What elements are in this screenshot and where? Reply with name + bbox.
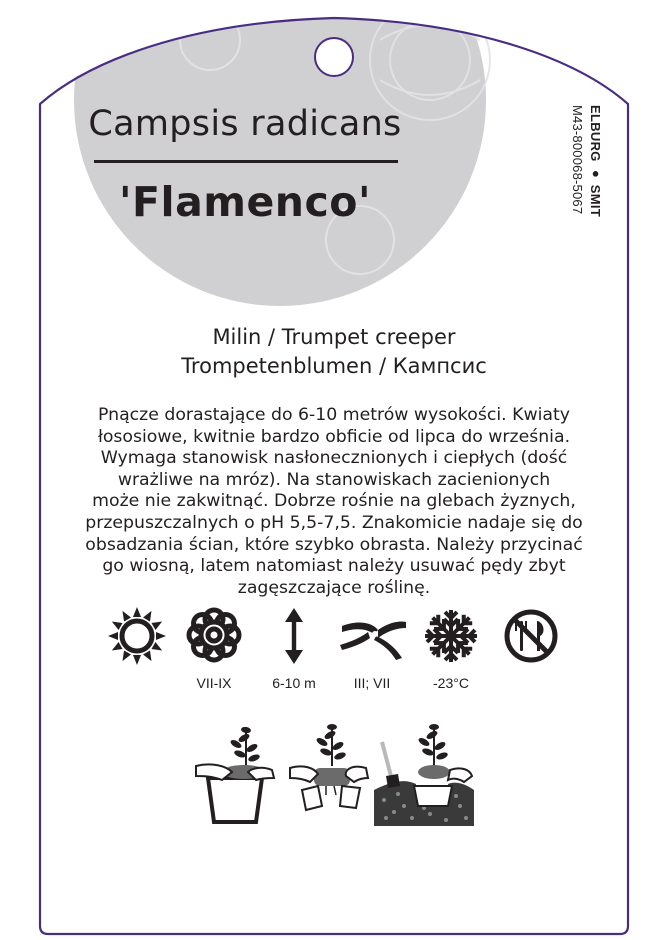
brand-name: ELBURG ● SMIT bbox=[588, 105, 603, 218]
common-names-line-2: Trompetenblumen / Кампсис bbox=[181, 354, 487, 378]
description-line: go wiosną, latem natomiast należy usuwać pędy zbyt bbox=[102, 556, 566, 577]
cultivar-name: 'Flamenco' bbox=[118, 178, 372, 226]
description-line: wrażliwe na mróz). Na stanowiskach zacienionych bbox=[117, 469, 551, 490]
not-edible-icon bbox=[507, 612, 555, 660]
flower-icon bbox=[189, 610, 239, 660]
description-line: łososiowe, kwitnie bardzo obficie od lipca do września. bbox=[97, 426, 571, 447]
hang-hole bbox=[315, 38, 353, 76]
title-divider bbox=[94, 160, 398, 163]
latin-name: Campsis radicans bbox=[88, 104, 402, 144]
flowering-caption: VII-IX bbox=[196, 675, 232, 691]
description-line: zagęszczające roślinę. bbox=[237, 577, 431, 598]
pruning-shears-icon bbox=[340, 621, 406, 660]
pruning-caption: III; VII bbox=[353, 675, 391, 691]
sun-icon bbox=[108, 607, 166, 665]
hardiness-caption: -23°C bbox=[433, 675, 469, 691]
snowflake-icon bbox=[425, 610, 477, 662]
plant-in-soil-icon bbox=[374, 724, 474, 826]
description-line: Pnącze dorastające do 6-10 metrów wysokości. Kwiaty bbox=[98, 405, 570, 425]
description-line: obsadzania ścian, które szybko obrasta. Należy przycinać bbox=[85, 534, 583, 555]
common-names-line-1: Milin / Trumpet creeper bbox=[212, 325, 456, 349]
description-line: przepuszczalnych o pH 5,5-7,5. Znakomicie nadaje się do bbox=[85, 512, 583, 533]
description bbox=[74, 405, 594, 599]
remove-pot-icon bbox=[196, 726, 274, 822]
height-caption: 6-10 m bbox=[272, 675, 316, 691]
height-arrow-icon bbox=[285, 608, 303, 664]
description-line: Wymaga stanowisk nasłonecznionych i ciepłych (dość bbox=[100, 448, 568, 469]
product-code: M43-800068-5067 bbox=[570, 105, 585, 215]
description-line: może nie zakwitnąć. Dobrze rośnie na glebach żyznych, bbox=[92, 491, 576, 512]
header-circle bbox=[74, 0, 486, 306]
loosen-roots-icon bbox=[290, 724, 368, 810]
